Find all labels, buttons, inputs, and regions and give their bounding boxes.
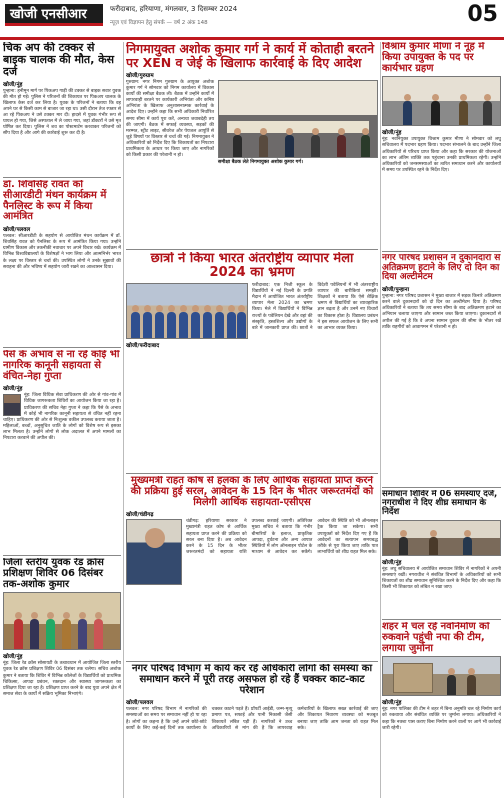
article-body: पुन्हाना: नगर परिषद प्रशासन ने मुख्य बाजार में सड़क किनारे अतिक्रमण करने वाले दुकानदारों को दो दिन का अल्टीमेटम दिया है। परिषद अधिकारियों ने बताया कि तय समय सीमा के बाद अतिक्रमण हटाने का अभियान चलाया जाएगा और सामान जब्त किया जाएगा। दुकानदारों से अपील की गई है कि वे अपना सामान दुकान की सीमा के भीतर रखें ताकि राहगीरों को आवागमन में परेशानी न हो। xyxy=(382,294,501,330)
newspaper-logo: खोजी एनसीआर xyxy=(5,4,103,26)
article-dc-charge xyxy=(382,42,501,252)
article-photo-meeting xyxy=(218,80,378,158)
article-commissioner-action xyxy=(126,42,378,250)
article-photo-official xyxy=(126,519,182,585)
article-body: पुन्हाना: हनीमून मार्ग पर पिकअप गाड़ी की टक्कर से बाइक सवार युवक की मौत हो गई। पुलिस ने परिजनों की शिकायत पर पिकअप चालक के खिलाफ केस दर्ज कर लिया है। युवक के परिजनों ने बताया कि वह अपने घर से किसी काम से बाजार जा रहा था। उसी दौरान तेज रफ्तार से आ रहे पिकअप ने उसे टक्कर मार दी। हादसे में युवक गंभीर रूप से घायल हो गया, जिसे अस्पताल में ले जाया गया, जहां डॉक्टरों ने उसे मृत घोषित कर दिया। पुलिस ने शव का पोस्टमार्टम करवाकर परिजनों को सौंप दिया है और आगे की कार्रवाई शुरू कर दी है। xyxy=(3,88,121,137)
article-encroachment xyxy=(382,254,501,488)
headline: विश्राम कुमार मीणा ने नूंह में किया उपायुक्त के पद पर कार्यभार ग्रहण xyxy=(382,42,485,74)
article-cm-relief-fund xyxy=(126,476,378,662)
page-number: 05 xyxy=(467,2,498,27)
article-construction-fine xyxy=(382,622,501,798)
byline: खोजी/पलवल xyxy=(126,700,154,707)
contact-line: न्यूज़ एवं विज्ञापन हेतु संपर्क — वर्ष 2 अंक 148 xyxy=(110,20,208,26)
article-municipal-council xyxy=(126,664,378,798)
byline: खोजी/नूंह xyxy=(3,81,23,88)
article-body: पलवल: सीआरडीटी के सहयोग से आयोजित मंथन कार्यक्रम में डॉ. शिवसिंह रावत को पैनलिस्ट के रूप में आमंत्रित किया गया। उन्होंने ग्रामीण विकास और तकनीकी नवाचार पर अपने विचार रखे। कार्यक्रम में विभिन्न विश्वविद्यालयों के विशेषज्ञों ने भाग लिया और आत्मनिर्भर भारत के लक्ष्य पर विस्तार से चर्चा की। उपस्थित लोगों ने उनके सुझावों की सराहना की और भविष्य में सहयोग जारी रखने का आश्वासन दिया। xyxy=(3,234,121,270)
article-body: नूंह: लघु सचिवालय में आयोजित समाधान शिविर में नागरिकों ने अपनी समस्याएं रखीं। नगराधीश ने संबंधित विभागों के अधिकारियों को सभी शिकायतों का शीघ्र समाधान सुनिश्चित करने के निर्देश दिए और कहा कि किसी भी शिकायत को लंबित न रखा जाए। xyxy=(382,566,501,590)
article-photo-camp xyxy=(3,592,121,650)
headline: निगमायुक्त अशोक कुमार गर्ग ने कार्य में कोताही बरतने पर XEN व जेई के खिलाफ कार्रवाई के दिए आदेश xyxy=(126,42,375,70)
byline: खोजी/नूंह xyxy=(3,386,23,393)
article-body: फरीदाबाद: एक निजी स्कूल के विद्यार्थियों ने नई दिल्ली के प्रगति मैदान में आयोजित भारत अंतर्राष्ट्रीय व्यापार मेला 2024 का भ्रमण किया। मेले में विद्यार्थियों ने विभिन्न राज्यों के पवेलियन देखे और वहां की संस्कृति, हस्तशिल्प और उद्योगों के बारे में जानकारी प्राप्त की। छात्रों ने विदेशी पवेलियनों में भी अंतरराष्ट्रीय व्यापार की बारीकियां समझीं। शिक्षकों ने बताया कि ऐसे शैक्षिक भ्रमण से विद्यार्थियों का व्यावहारिक ज्ञान बढ़ता है और उनमें नए विचारों का विकास होता है। विद्यालय प्रबंधन ने इस सफल आयोजन के लिए सभी का आभार व्यक्त किया। xyxy=(252,283,378,331)
article-body: नूंह: जिला विधिक सेवा प्राधिकरण की ओर से गांव-गांव में विधिक जागरूकता शिविरों का आयोजन किया जा रहा है। प्राधिकरण की सचिव नेहा गुप्ता ने कहा कि पैसे के अभाव में कोई भी नागरिक कानूनी सहायता से वंचित नहीं रहना चाहिए। प्राधिकरण की ओर से निःशुल्क वकील उपलब्ध कराया जाता है। महिलाओं, बच्चों, अनुसूचित जाति के लोगों को विशेष रूप से इसका लाभ मिलता है। उन्होंने लोगों से लोक अदालत में अपने मामलों का निपटारा करवाने की अपील की। xyxy=(3,393,121,442)
left-column xyxy=(3,42,121,798)
right-column xyxy=(382,42,501,798)
headline: मुख्यमंत्री राहत कोष से हलका के लिए आर्थिक सहायता प्राप्त करने की प्रक्रिया हुई सरल, आवेदन के 15 दिन के भीतर जरूरतमंदों को मिलेगी आर्थिक सहायता-एसीएस xyxy=(130,476,374,508)
article-body: गुरुग्राम: नगर निगम गुरुग्राम के आयुक्त अशोक कुमार गर्ग ने सोमवार को निगम कार्यालय में विकास कार्यों की समीक्षा बैठक ली। बैठक में उन्होंने कार्यों में लापरवाही बरतने पर कार्यकारी अभियंता और कनिष्ठ अभियंता के खिलाफ अनुशासनात्मक कार्रवाई के आदेश दिए। उन्होंने कहा कि सभी अधिकारी निर्धारित समय सीमा में कार्य पूरा करें, अन्यथा जवाबदेही तय की जाएगी। बैठक में सफाई व्यवस्था, सड़कों की मरम्मत, स्ट्रीट लाइट, सीवरेज और पेयजल आपूर्ति से जुड़े विषयों पर विस्तार से चर्चा की गई। निगमायुक्त ने अधिकारियों को निर्देश दिए कि शिकायतों का निपटारा प्राथमिकता के आधार पर किया जाए और नागरिकों को किसी प्रकार की परेशानी न हो। xyxy=(126,80,214,159)
article-photo-camp-meeting xyxy=(382,520,501,556)
article-red-cross xyxy=(3,558,121,798)
headline: डॉ. शिवसिंह रावत को सीआरडीटी मंथन कार्यक्रम में पैनलिस्ट के रूप में किया आमंत्रित xyxy=(3,180,107,223)
byline: खोजी/नूंह xyxy=(3,654,23,661)
headline: शहर में चल रहे नवनिर्माण को रुकवाने पहुंची नपा की टीम, लगाया जुर्माना xyxy=(382,622,490,654)
article-body: नूंह: नवनियुक्त उपायुक्त विश्राम कुमार मीणा ने सोमवार को लघु सचिवालय में पदभार ग्रहण किया। पदभार संभालने के बाद उन्होंने जिला अधिकारियों से परिचय प्राप्त किया और कहा कि सरकार की योजनाओं का लाभ अंतिम व्यक्ति तक पहुंचाना उनकी प्राथमिकता रहेगी। उन्होंने अधिकारियों को जनसमस्याओं का त्वरित समाधान करने और कार्यालयों में समय पर उपस्थित रहने के निर्देश दिए। xyxy=(382,137,501,173)
article-body: चंडीगढ़: हरियाणा सरकार ने मुख्यमंत्री राहत कोष से आर्थिक सहायता प्राप्त करने की प्रक्रिया को सरल बना दिया है। अब आवेदन करने के 15 दिन के भीतर जरूरतमंदों को सहायता राशि उपलब्ध करवाई जाएगी। अतिरिक्त मुख्य सचिव ने बताया कि गंभीर बीमारियों के इलाज, प्राकृतिक आपदा, दुर्घटना और अन्य आपात स्थितियों में लोग ऑनलाइन पोर्टल के माध्यम से आवेदन कर सकेंगे। आवेदन की स्थिति को भी ऑनलाइन ट्रैक किया जा सकेगा। सभी उपायुक्तों को निर्देश दिए गए हैं कि आवेदनों का सत्यापन समयबद्ध तरीके से पूरा किया जाए ताकि पात्र लाभार्थियों को शीघ्र राहत मिल सके। xyxy=(186,519,378,555)
reporter-photo xyxy=(3,394,21,416)
column-divider xyxy=(380,42,381,798)
article-dr-rawat xyxy=(3,180,121,348)
headline: नगर परिषद प्रशासन ने दुकानदारों से अतिक्रमण हटाने के लिए दो दिन का दिया अल्टीमेटम xyxy=(382,254,501,283)
headline: जिला स्तरीय युवक रेड क्रॉस प्रशिक्षण शिविर 06 दिसंबर तक-अशोक कुमार xyxy=(3,558,104,590)
byline: खोजी/नूंह xyxy=(382,559,402,566)
column-divider xyxy=(123,42,124,798)
dateline: फरीदाबाद, हरियाणा, मंगलवार, 3 दिसम्बर 2024 xyxy=(110,5,238,13)
article-photo-students xyxy=(126,283,248,339)
headline: छात्रों ने किया भारत अंतर्राष्ट्रीय व्यापार मेला 2024 का भ्रमण xyxy=(150,252,354,281)
masthead xyxy=(0,0,504,40)
headline: नगर परिषद विभाग में कार्य कर रहे अधिकारी लोगों की समस्या का समाधान करने में पूरी तरह असफल हो रहे हैं चक्कर काट-काट परेशान xyxy=(131,664,373,696)
article-trade-fair xyxy=(126,252,378,474)
byline: खोजी/पलवल xyxy=(3,227,31,234)
article-body: नूंह: नगर पालिका की टीम ने शहर में बिना अनुमति चल रहे निर्माण कार्य को रुकवाया और संबंधित व्यक्ति पर जुर्माना लगाया। अधिकारियों ने कहा कि नक्शा पास कराए बिना निर्माण करने वालों पर आगे भी कार्रवाई जारी रहेगी। xyxy=(382,707,501,731)
byline: खोजी/फरीदाबाद xyxy=(126,343,160,350)
headline: पैसे के अभाव से ना रहे कोई भी नागरिक कानूनी सहायता से वंचित-नेहा गुप्ता xyxy=(3,350,120,382)
byline: खोजी/गुरुग्राम xyxy=(126,73,154,79)
article-body: नूंह: जिला रेड क्रॉस सोसायटी के तत्वावधान में आयोजित जिला स्तरीय युवक रेड क्रॉस प्रशिक्षण शिविर 06 दिसंबर तक चलेगा। सचिव अशोक कुमार ने बताया कि शिविर में विभिन्न कॉलेजों के विद्यार्थियों को प्राथमिक चिकित्सा, आपदा प्रबंधन, रक्तदान और स्वास्थ्य जागरूकता का प्रशिक्षण दिया जा रहा है। प्रशिक्षण प्राप्त करने के बाद युवा अपने क्षेत्र में समाज सेवा के कार्यों में सक्रिय भूमिका निभाएंगे। xyxy=(3,661,121,697)
article-photo-dc xyxy=(382,76,501,126)
article-pickup-accident xyxy=(3,42,121,178)
byline: खोजी/नूंह xyxy=(382,130,402,137)
article-legal-aid xyxy=(3,350,121,556)
headline: समाधान शिविर में 06 समस्याएं दर्ज, नगराधीश ने दिए शीघ्र समाधान के निर्देश xyxy=(382,490,498,518)
byline: खोजी/चंडीगढ़ xyxy=(126,512,154,519)
center-column xyxy=(126,42,378,798)
headline: चिक अप की टक्कर से बाइक चालक की मौत, केस दर्ज xyxy=(3,42,115,78)
photo-caption: समीक्षा बैठक लेते निगमायुक्त अशोक कुमार गर्ग। xyxy=(218,160,303,165)
byline: खोजी/पुन्हाना xyxy=(382,287,410,294)
byline: खोजी/नूंह xyxy=(382,700,402,707)
article-photo-construction xyxy=(382,656,501,696)
article-body: पलवल: नगर परिषद विभाग में नागरिकों की समस्याओं का समय पर समाधान नहीं हो पा रहा है। लोगों का कहना है कि उन्हें अपने छोटे-छोटे कार्यों के लिए कई-कई दिनों तक कार्यालय के चक्कर काटने पड़ते हैं। प्रॉपर्टी आईडी, जन्म-मृत्यु प्रमाण पत्र, सफाई और पानी निकासी जैसी शिकायतें लंबित पड़ी हैं। नागरिकों ने उच्च अधिकारियों से मांग की है कि लापरवाह कर्मचारियों के खिलाफ सख्त कार्रवाई की जाए और शिकायत निवारण व्यवस्था को मजबूत बनाया जाए ताकि आम जनता को राहत मिल सके। xyxy=(126,707,378,731)
article-samadhan-camp xyxy=(382,490,501,620)
